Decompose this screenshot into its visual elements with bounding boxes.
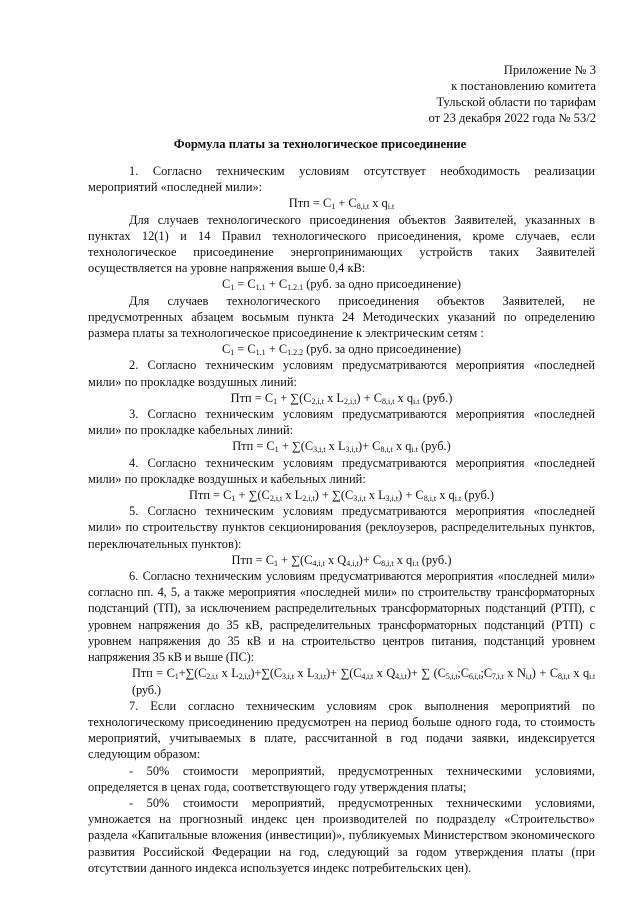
document-title: Формула платы за технологическое присоединение: [173, 137, 467, 151]
paragraph-7: 7. Если согласно техническим условиям срок выполнения мероприятий по технологическому присоединению предусмотрен на период больше одного года, то стоимость мероприятий, учитываемых в плате, рассчитанной в год подачи заявки, индексируется следующим образом:: [88, 698, 595, 762]
formula-1: Птп = $C_1 + C_{8,i,t}$ x $q_{i.t}$: [288, 196, 395, 212]
paragraph-7b: - 50% стоимости мероприятий, предусмотренных техническими условиями, умножается на прогнозный индекс цен производителей по подразделу «Строительство» раздела «Капитальные вложения (инвестиции)», публикуемых Министерством экономического развития Российской Федерации на год, следующий за годом утверждения платы (при отсутствии данного индекса используется индекс потребительских цен).: [88, 795, 595, 875]
appendix-date: от 23 декабря 2022 года № 53/2: [428, 111, 596, 125]
paragraph-6: 6. Согласно техническим условиям предусматриваются мероприятия «последней мили» согласно пп. 4, 5, а также мероприятия «последней мили» по строительству трансформаторных подстанций (ТП), за исключением распределительных трансформаторных подстанций (РТП), с уровнем напряжения до 35 кВ, распределительных трансформаторных подстанций (РТП) с уровнем напряжения до 35 кВ и на строительство центров питания, подстанций уровнем напряжения 35 кВ и выше (ПС):: [88, 569, 595, 665]
paragraph-3: 3. Согласно техническим условиям предусматриваются мероприятия «последней мили» по прокладке кабельных линий:: [88, 407, 595, 438]
formula-1c: $C_1 = C_{1.1} + C_{1.2.2}$ (руб. за одно присоединение): [221, 342, 462, 358]
formula-4: Птп = $C_1 + \sum(C_{2,i,t}$ x $L_{2,i,t}) + \sum(C_{3,i,t}$ x $L_{3,i,t}) + C_{8,i,t}$ x $q_{i.t}$ (руб.): [188, 488, 495, 504]
paragraph-7a: - 50% стоимости мероприятий, предусмотренных техническими условиями, определяется в ценах года, соответствующего году утверждения платы;: [88, 763, 595, 794]
formula-5: Птп = $C_1 + \sum(C_{4,i,t}$ x $Q_{4,i,t})+ C_{8,i,t}$ x $q_{i.t}$ (руб.): [231, 552, 452, 568]
paragraph-1: 1. Согласно техническим условиям отсутствует необходимость реализации мероприятий «последней мили»:: [88, 164, 595, 195]
formula-1b: $C_1 = C_{1.1} + C_{1.2.1}$ (руб. за одно присоединение): [221, 277, 462, 293]
paragraph-2: 2. Согласно техническим условиям предусматриваются мероприятия «последней мили» по прокладке воздушных линий:: [88, 358, 595, 389]
appendix-authority: Тульской области по тарифам: [436, 95, 596, 109]
appendix-header: [428, 62, 596, 126]
formula-2: Птп = $C_1 + \sum(C_{2,i,t}$ x $L_{2,i,t}) + C_{8,i,t}$ x $q_{i.t}$ (руб.): [230, 390, 453, 406]
paragraph-5: 5. Согласно техническим условиям предусматриваются мероприятия «последней мили» по строительству пунктов секционирования (реклоузеров, распределительных пунктов, переключательных пунктов):: [88, 504, 595, 551]
appendix-reference: к постановлению комитета: [451, 79, 596, 93]
formula-3: Птп = $C_1 + \sum(C_{3,i,t}$ x $L_{3,i,t})+ C_{8,i,t}$ x $q_{i.t}$ (руб.): [232, 439, 451, 455]
formula-6: Птп = $C_1+\sum(C_{2,i,t}$ x $L_{2,i,t})+\sum(C_{3,i,t}$ x $L_{3,i,t})+ \sum(C_{4,i,t}$ x $Q_{4,i,t})+$ ∑ ($C_{5,i,t};C_{6,i,t};C_{7,i,t}$ x $N_{i,t}) + C_{8,i,t}$ x $q_{i.t}$ (руб.): [132, 666, 596, 697]
paragraph-1c: Для случаев технологического присоединения объектов Заявителей, не предусмотренных абзацем восьмым пункта 24 Методических указаний по определению размера платы за технологическое присоединение к электрическим сетям :: [88, 293, 595, 341]
appendix-number: Приложение № 3: [503, 63, 596, 77]
paragraph-4: 4. Согласно техническим условиям предусматриваются мероприятия «последней мили» по прокладке воздушных и кабельных линий:: [88, 455, 595, 486]
paragraph-1b: Для случаев технологического присоединения объектов Заявителей, указанных в пунктах 12(1) и 14 Правил технологического присоединения, кроме случаев, если технологическое присоединение энергопринимающих устройств таких Заявителей осуществляется на уровне напряжения выше 0,4 кВ:: [88, 212, 595, 276]
document-body: [88, 163, 595, 876]
